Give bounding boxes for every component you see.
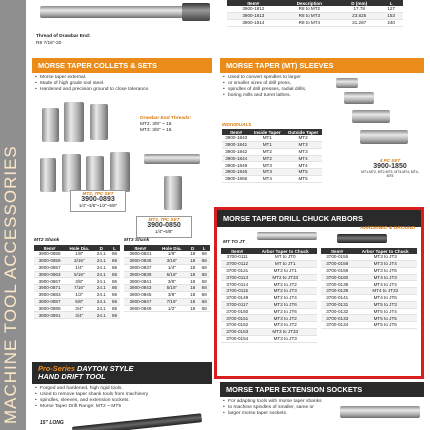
table-cell: 86 <box>109 285 120 292</box>
table-cell: 3900-1842 <box>222 148 250 155</box>
collets-bullet: • Hardened and precision ground to close tolerance. <box>32 87 212 93</box>
table-cell: MT5 to JT5 <box>353 315 417 322</box>
table-cell: 86 <box>109 305 120 312</box>
table-cell: MT4 to JT33 <box>353 288 417 295</box>
table-cell: 3700-0155 <box>321 254 353 260</box>
table-cell: MT1 <box>250 141 284 148</box>
extension-bullet: • For adapting tools with morse taper shanks <box>220 399 424 405</box>
table-cell: 3900-1841 <box>222 141 250 148</box>
table-cell: MT5 to JT6 <box>353 322 417 329</box>
col-l: L <box>379 0 403 6</box>
table-cell: 3700-0131 <box>321 301 353 308</box>
col-d: D (mm) <box>339 0 379 6</box>
table-cell: MT1 <box>250 135 284 141</box>
table-cell: 3/4" <box>65 305 93 312</box>
table-row <box>222 148 322 155</box>
table-cell: 24.1 <box>94 271 110 278</box>
table-row <box>222 155 322 162</box>
table-cell: 24.1 <box>94 291 110 298</box>
table-cell: 24.1 <box>94 305 110 312</box>
sleeve-image <box>360 130 408 144</box>
table-cell: MT3 to JT2 <box>253 322 317 329</box>
table-cell: 24.1 <box>94 264 110 271</box>
table-cell: 3900-0831 <box>124 251 157 257</box>
table-row <box>124 271 210 278</box>
section-side-title: MACHINE TOOL ACCESSORIES <box>1 145 20 424</box>
hardened-label: HARDENED & GROUND <box>360 226 415 231</box>
dayton-bullet: • Forged and hardened, high rigid tools. <box>32 386 212 392</box>
table-cell: 3900-0843 <box>124 285 157 292</box>
table-cell: MT2 <box>250 155 284 162</box>
table-cell: 3700-0115 <box>221 288 253 295</box>
table-cell: 18 <box>187 278 199 285</box>
table-cell: MT3 to JT4 <box>353 260 417 267</box>
table-cell: 86 <box>109 312 120 319</box>
table-cell: MT4 <box>284 155 322 162</box>
table-cell: MT4 to JT3 <box>353 274 417 281</box>
table-cell: 3900-0845 <box>124 291 157 298</box>
arbors-right-table: Item# Arbor Taper to Chuck 3700-0155 MT3 to JT3 3700-0158 MT3 to JT4 3700-0159 MT3 to JT6 3700-0160 MT4 to JT3 3700-0138 MT4 to JT4 3700-0139 MT4 to JT33 3700-0141 MT4 to JT6 3700-0131 MT5 to JT3 3700-0132 MT5 to JT4 3700-0133 MT5 to JT5 3700-0134 MT5 to JT6 <box>321 248 417 329</box>
table-cell: 3900-0841 <box>124 278 157 285</box>
table-cell: 68 <box>198 271 210 278</box>
table-cell: MT2 to JT6 <box>253 308 317 315</box>
table-cell: 3900-0891 <box>34 312 65 319</box>
table-cell: 3900-0849 <box>124 305 157 312</box>
table-cell: 3700-0139 <box>321 288 353 295</box>
table-cell: MT3 <box>284 148 322 155</box>
sleeve-image <box>336 78 358 88</box>
collets-bullet: • Made of high grade tool steel. <box>32 81 212 87</box>
table-cell: MT4 <box>250 175 284 182</box>
drift-tool-image <box>72 413 202 430</box>
collet-image <box>40 158 56 192</box>
highlight-frame <box>214 207 424 379</box>
table-row <box>222 141 322 148</box>
table-cell: 3700-0159 <box>321 267 353 274</box>
dayton-bullet: • spindles, sleeves, and extension sockets. <box>32 398 212 404</box>
table-cell: 86 <box>109 278 120 285</box>
table-row <box>34 305 120 312</box>
table-cell: 1/8" <box>65 251 93 257</box>
table-cell: MT to JT0 <box>253 254 317 260</box>
table-row <box>34 291 120 298</box>
table-cell: 3/8" <box>157 291 187 298</box>
table-cell: 68 <box>198 291 210 298</box>
dayton-title: Pro-Series DAYTON STYLE HAND DRIFT TOOL <box>32 362 212 384</box>
table-cell: MT2 to JT2 <box>253 281 317 288</box>
sleeves-bullet: • boring mills and turret lathes. <box>220 93 424 99</box>
table-cell: 1/8" <box>157 251 187 257</box>
table-cell: MT3 to JT3 <box>353 254 417 260</box>
sleeves-bullet: • Used to convert spindles to larger <box>220 75 424 81</box>
table-cell: 3700-0111 <box>221 254 253 260</box>
table-cell: 3900-0889 <box>34 305 65 312</box>
table-cell: 3700-0134 <box>321 322 353 329</box>
table-cell: 3900-1843 <box>222 135 250 141</box>
sleeves-bullet: • or smaller sizes of drill press, <box>220 81 424 87</box>
table-cell: 3700-0113 <box>221 274 253 281</box>
table-row: 3900-1812 R8 to MT2 17.78 127 <box>227 6 403 12</box>
table-row <box>124 305 210 312</box>
table-cell: 86 <box>109 291 120 298</box>
table-cell: 3900-1845 <box>222 169 250 176</box>
table-cell: 3700-0141 <box>321 294 353 301</box>
sleeves-table: Item# Inside Taper Outside Taper 3900-1843 MT1 MT2 3900-1841 MT1 MT3 3900-1842 MT2 MT3 3900-1844 MT2 MT4 3900-1849 MT3 MT4 3900-1845 MT3 MT5 3900-1856 MT4 MT5 <box>222 129 322 183</box>
extension-title: MORSE TAPER EXTENSION SOCKETS <box>220 382 424 397</box>
table-cell: 3900-1856 <box>222 175 250 182</box>
table-row <box>34 285 120 292</box>
table-cell: 18 <box>187 251 199 257</box>
table-row <box>124 278 210 285</box>
table-cell: 86 <box>109 264 120 271</box>
table-row <box>34 298 120 305</box>
table-cell: 3700-0151 <box>221 315 253 322</box>
table-cell: 3900-1849 <box>222 162 250 169</box>
table-cell: 3900-0883 <box>34 291 65 298</box>
thread-label: Thread of Drawbar End: <box>36 34 91 39</box>
collet-image <box>42 108 59 142</box>
mt2-shank-label: MT2 Shank <box>34 238 60 243</box>
table-cell: MT5 to JT4 <box>353 308 417 315</box>
table-cell: 3/16" <box>65 257 93 264</box>
table-row <box>34 278 120 285</box>
sleeves-panel <box>220 58 424 202</box>
table-row <box>222 175 322 182</box>
table-cell: 3900-0887 <box>34 298 65 305</box>
table-cell: 24.1 <box>94 298 110 305</box>
table-cell: 3/16" <box>157 257 187 264</box>
collet-image <box>90 104 108 140</box>
table-cell: MT2 <box>250 148 284 155</box>
table-cell: 3700-0133 <box>321 315 353 322</box>
table-cell: 24.1 <box>94 278 110 285</box>
table-cell: 3700-0117 <box>221 301 253 308</box>
drawbar-tool-shank <box>182 3 210 21</box>
table-cell: MT3 <box>284 141 322 148</box>
table-cell: 3900-0847 <box>124 298 157 305</box>
collet-image <box>164 176 182 210</box>
arbors-title: MORSE TAPER DRILL CHUCK ARBORS <box>217 210 421 227</box>
mt3-set-box: MT3, 7PC SET 3900-0850 1/4"~5/8" <box>136 216 192 238</box>
table-cell: 86 <box>109 257 120 264</box>
table-cell: 18 <box>187 257 199 264</box>
table-cell: MT5 <box>284 169 322 176</box>
table-cell: MT5 <box>284 175 322 182</box>
table-cell: MT2 <box>284 135 322 141</box>
table-cell: 68 <box>198 285 210 292</box>
collet-image <box>110 152 130 192</box>
table-cell: MT2 to JT1 <box>253 267 317 274</box>
table-cell: 3900-0871 <box>34 285 65 292</box>
table-cell: 18 <box>187 285 199 292</box>
collet-drawbar-image <box>144 154 200 164</box>
table-cell: 3700-0153 <box>221 328 253 335</box>
table-cell: MT3 <box>250 162 284 169</box>
sleeve-image <box>344 92 374 104</box>
table-row <box>34 264 120 271</box>
table-cell: 3900-0855 <box>34 251 65 257</box>
table-cell: 18 <box>187 298 199 305</box>
table-cell: 3700-0149 <box>221 294 253 301</box>
table-cell: MT2 to JT4 <box>253 294 317 301</box>
table-row <box>34 312 120 319</box>
table-row <box>124 291 210 298</box>
table-cell: 3900-0835 <box>124 257 157 264</box>
table-cell: MT5 to JT3 <box>353 301 417 308</box>
table-row <box>34 257 120 264</box>
collet-image <box>64 102 84 142</box>
table-cell: 5/16" <box>157 285 187 292</box>
table-cell: 3900-0837 <box>124 264 157 271</box>
dayton-bullet: • Used to remove taper shank tools from machinery <box>32 392 212 398</box>
table-cell: 3700-0138 <box>321 281 353 288</box>
sleeves-bullet: • spindles of drill presses, radial drills, <box>220 87 424 93</box>
table-cell: 86 <box>109 271 120 278</box>
dayton-bullet: • Morse Taper Drift Range: MT2 ~ MT5 <box>32 404 212 410</box>
table-cell: 24.1 <box>94 257 110 264</box>
table-cell: 68 <box>198 278 210 285</box>
table-row <box>124 264 210 271</box>
table-cell: 86 <box>109 298 120 305</box>
sleeves-set-box: 4 PC SET 3900-1850 MT1-MT2, MT2-MT3, MT3-MT4, MT4-MT5 <box>360 158 420 184</box>
table-cell: MT3 to JT3 <box>253 335 317 342</box>
mt3-shank-table: Item# Hole Dia. D L 3900-0831 1/8" 18 68 3900-0835 3/16" 18 68 3900-0837 1/4" 18 68 3900-0839 5/16" 18 68 3900-0841 3/8" 18 68 3900-0843 5/16" 18 68 3900-0845 3/8" 18 68 3900-0847 7/16" 18 68 3900-0849 1/2" 18 68 <box>124 245 210 312</box>
table-row: 3900-1814 R8 to MT4 31.267 240 <box>227 19 403 26</box>
collet-image <box>62 154 81 192</box>
drawbar-tool-image <box>40 6 190 18</box>
table-cell: 18 <box>187 305 199 312</box>
extension-bullet: • to machine spindles of smaller, same or <box>220 405 424 411</box>
table-cell: 3900-1844 <box>222 155 250 162</box>
table-cell: 3700-0150 <box>221 308 253 315</box>
dayton-panel <box>32 362 212 430</box>
table-cell: 3900-0863 <box>34 271 65 278</box>
drawbar-illustration-panel <box>32 0 214 52</box>
table-cell: 5/16" <box>65 271 93 278</box>
table-cell: 3700-0152 <box>221 322 253 329</box>
table-cell: 3700-0160 <box>321 274 353 281</box>
table-cell: 3900-0859 <box>34 257 65 264</box>
table-cell: MT3 to JT6 <box>353 267 417 274</box>
table-cell: 68 <box>198 264 210 271</box>
extension-socket-image <box>340 406 420 418</box>
table-cell: MT3 to JT2 <box>253 315 317 322</box>
table-cell: 18 <box>187 271 199 278</box>
table-cell: 1/4" <box>157 264 187 271</box>
table-cell: 3700-0112 <box>221 260 253 267</box>
col-description: Description <box>280 0 339 6</box>
table-cell: 3/4" <box>65 312 93 319</box>
table-cell: 18 <box>187 291 199 298</box>
arbors-left-table: Item# Arbor Taper to Chuck 3700-0111 MT to JT0 3700-0112 MT to JT1 3700-0121 MT2 to JT1 3700-0113 MT2 to JT33 3700-0114 MT2 to JT2 3700-0115 MT2 to JT3 3700-0149 MT2 to JT4 3700-0117 MT2 to JT6 3700-0150 MT2 to JT6 3700-0151 MT3 to JT2 3700-0152 MT3 to JT2 3700-0153 MT3 to JT33 3700-0154 MT3 to JT3 <box>221 248 317 343</box>
table-cell: 3700-0121 <box>221 267 253 274</box>
individuals-label: INDIVIDUALS <box>222 122 252 127</box>
table-cell: 86 <box>109 251 120 257</box>
collet-image <box>86 156 104 192</box>
table-row <box>124 257 210 264</box>
table-cell: 5/16" <box>157 271 187 278</box>
table-cell: 1/2" <box>157 305 187 312</box>
mt2-set-box: MT2, 7PC SET 3900-0893 1/4"~3/8"~1/2"~5/8" <box>70 190 126 212</box>
table-cell: MT4 <box>284 162 322 169</box>
table-cell: 68 <box>198 298 210 305</box>
sleeves-title: MORSE TAPER (MT) SLEEVES <box>220 58 424 73</box>
table-row <box>34 271 120 278</box>
table-cell: 68 <box>198 305 210 312</box>
table-row <box>124 298 210 305</box>
table-cell: 3700-0132 <box>321 308 353 315</box>
table-cell: 3700-0154 <box>221 335 253 342</box>
table-cell: 3900-0867 <box>34 278 65 285</box>
table-cell: 68 <box>198 257 210 264</box>
mt3-shank-label: MT3 Shank <box>124 238 150 243</box>
collets-bullet: • Morse taper external. <box>32 75 212 81</box>
drawbar-table-panel <box>227 0 423 52</box>
mt2-shank-table: Item# Hole Dia. D L 3900-0855 1/8" 24.1 86 3900-0859 3/16" 24.1 86 3900-0857 1/4" 24.1 86 3900-0863 5/16" 24.1 86 3900-0867 3/8" 24.1 86 3900-0871 7/16" 24.1 86 3900-0883 1/2" 24.1 86 3900-0887 5/8" 24.1 86 3900-0889 3/4" 24.1 86 3900-0891 3/4" 24.1 86 <box>34 245 120 319</box>
table-cell: 1/4" <box>65 264 93 271</box>
drawbar-table <box>227 0 403 27</box>
table-cell: 7/16" <box>157 298 187 305</box>
table-cell: MT4 to JT4 <box>353 281 417 288</box>
length-label: 15" LONG <box>40 420 64 426</box>
table-cell: MT3 <box>250 169 284 176</box>
table-row <box>222 162 322 169</box>
table-cell: 3/8" <box>157 278 187 285</box>
collets-panel <box>32 58 212 358</box>
table-cell: 3700-0158 <box>321 260 353 267</box>
table-cell: 18 <box>187 264 199 271</box>
collets-title: MORSE TAPER COLLETS & SETS <box>32 58 212 73</box>
table-cell: 3/8" <box>65 278 93 285</box>
table-cell: 3900-0839 <box>124 271 157 278</box>
table-cell: 7/16" <box>65 285 93 292</box>
table-cell: MT2 to JT6 <box>253 301 317 308</box>
sleeve-image <box>352 110 390 123</box>
extension-bullet: • larger morse taper sockets. <box>220 411 424 417</box>
thread-value: R8 7/16"-20 <box>36 41 62 46</box>
table-cell: 24.1 <box>94 312 110 319</box>
table-row: 3900-1813 R8 to MT3 23.825 153 <box>227 12 403 19</box>
table-cell: 3700-0114 <box>221 281 253 288</box>
table-cell: MT3 to JT33 <box>253 328 317 335</box>
col-item: Item# <box>227 0 280 6</box>
table-cell: MT4 to JT6 <box>353 294 417 301</box>
table-cell: 24.1 <box>94 285 110 292</box>
table-row <box>124 285 210 292</box>
table-row <box>222 169 322 176</box>
table-cell: 5/8" <box>65 298 93 305</box>
table-cell: 3900-0857 <box>34 264 65 271</box>
table-cell: MT to JT1 <box>253 260 317 267</box>
mt-to-jt-label: MT TO JT <box>223 240 245 245</box>
table-cell: MT2 to JT3 <box>253 288 317 295</box>
table-cell: 24.1 <box>94 251 110 257</box>
table-cell: 1/2" <box>65 291 93 298</box>
table-cell: 68 <box>198 251 210 257</box>
extension-panel <box>220 382 424 430</box>
table-cell: MT2 to JT33 <box>253 274 317 281</box>
drawbar-threads: Drawbar End Threads: MT2: 3/8" ~ 16 MT3: 3/8" ~ 16 <box>140 116 192 133</box>
